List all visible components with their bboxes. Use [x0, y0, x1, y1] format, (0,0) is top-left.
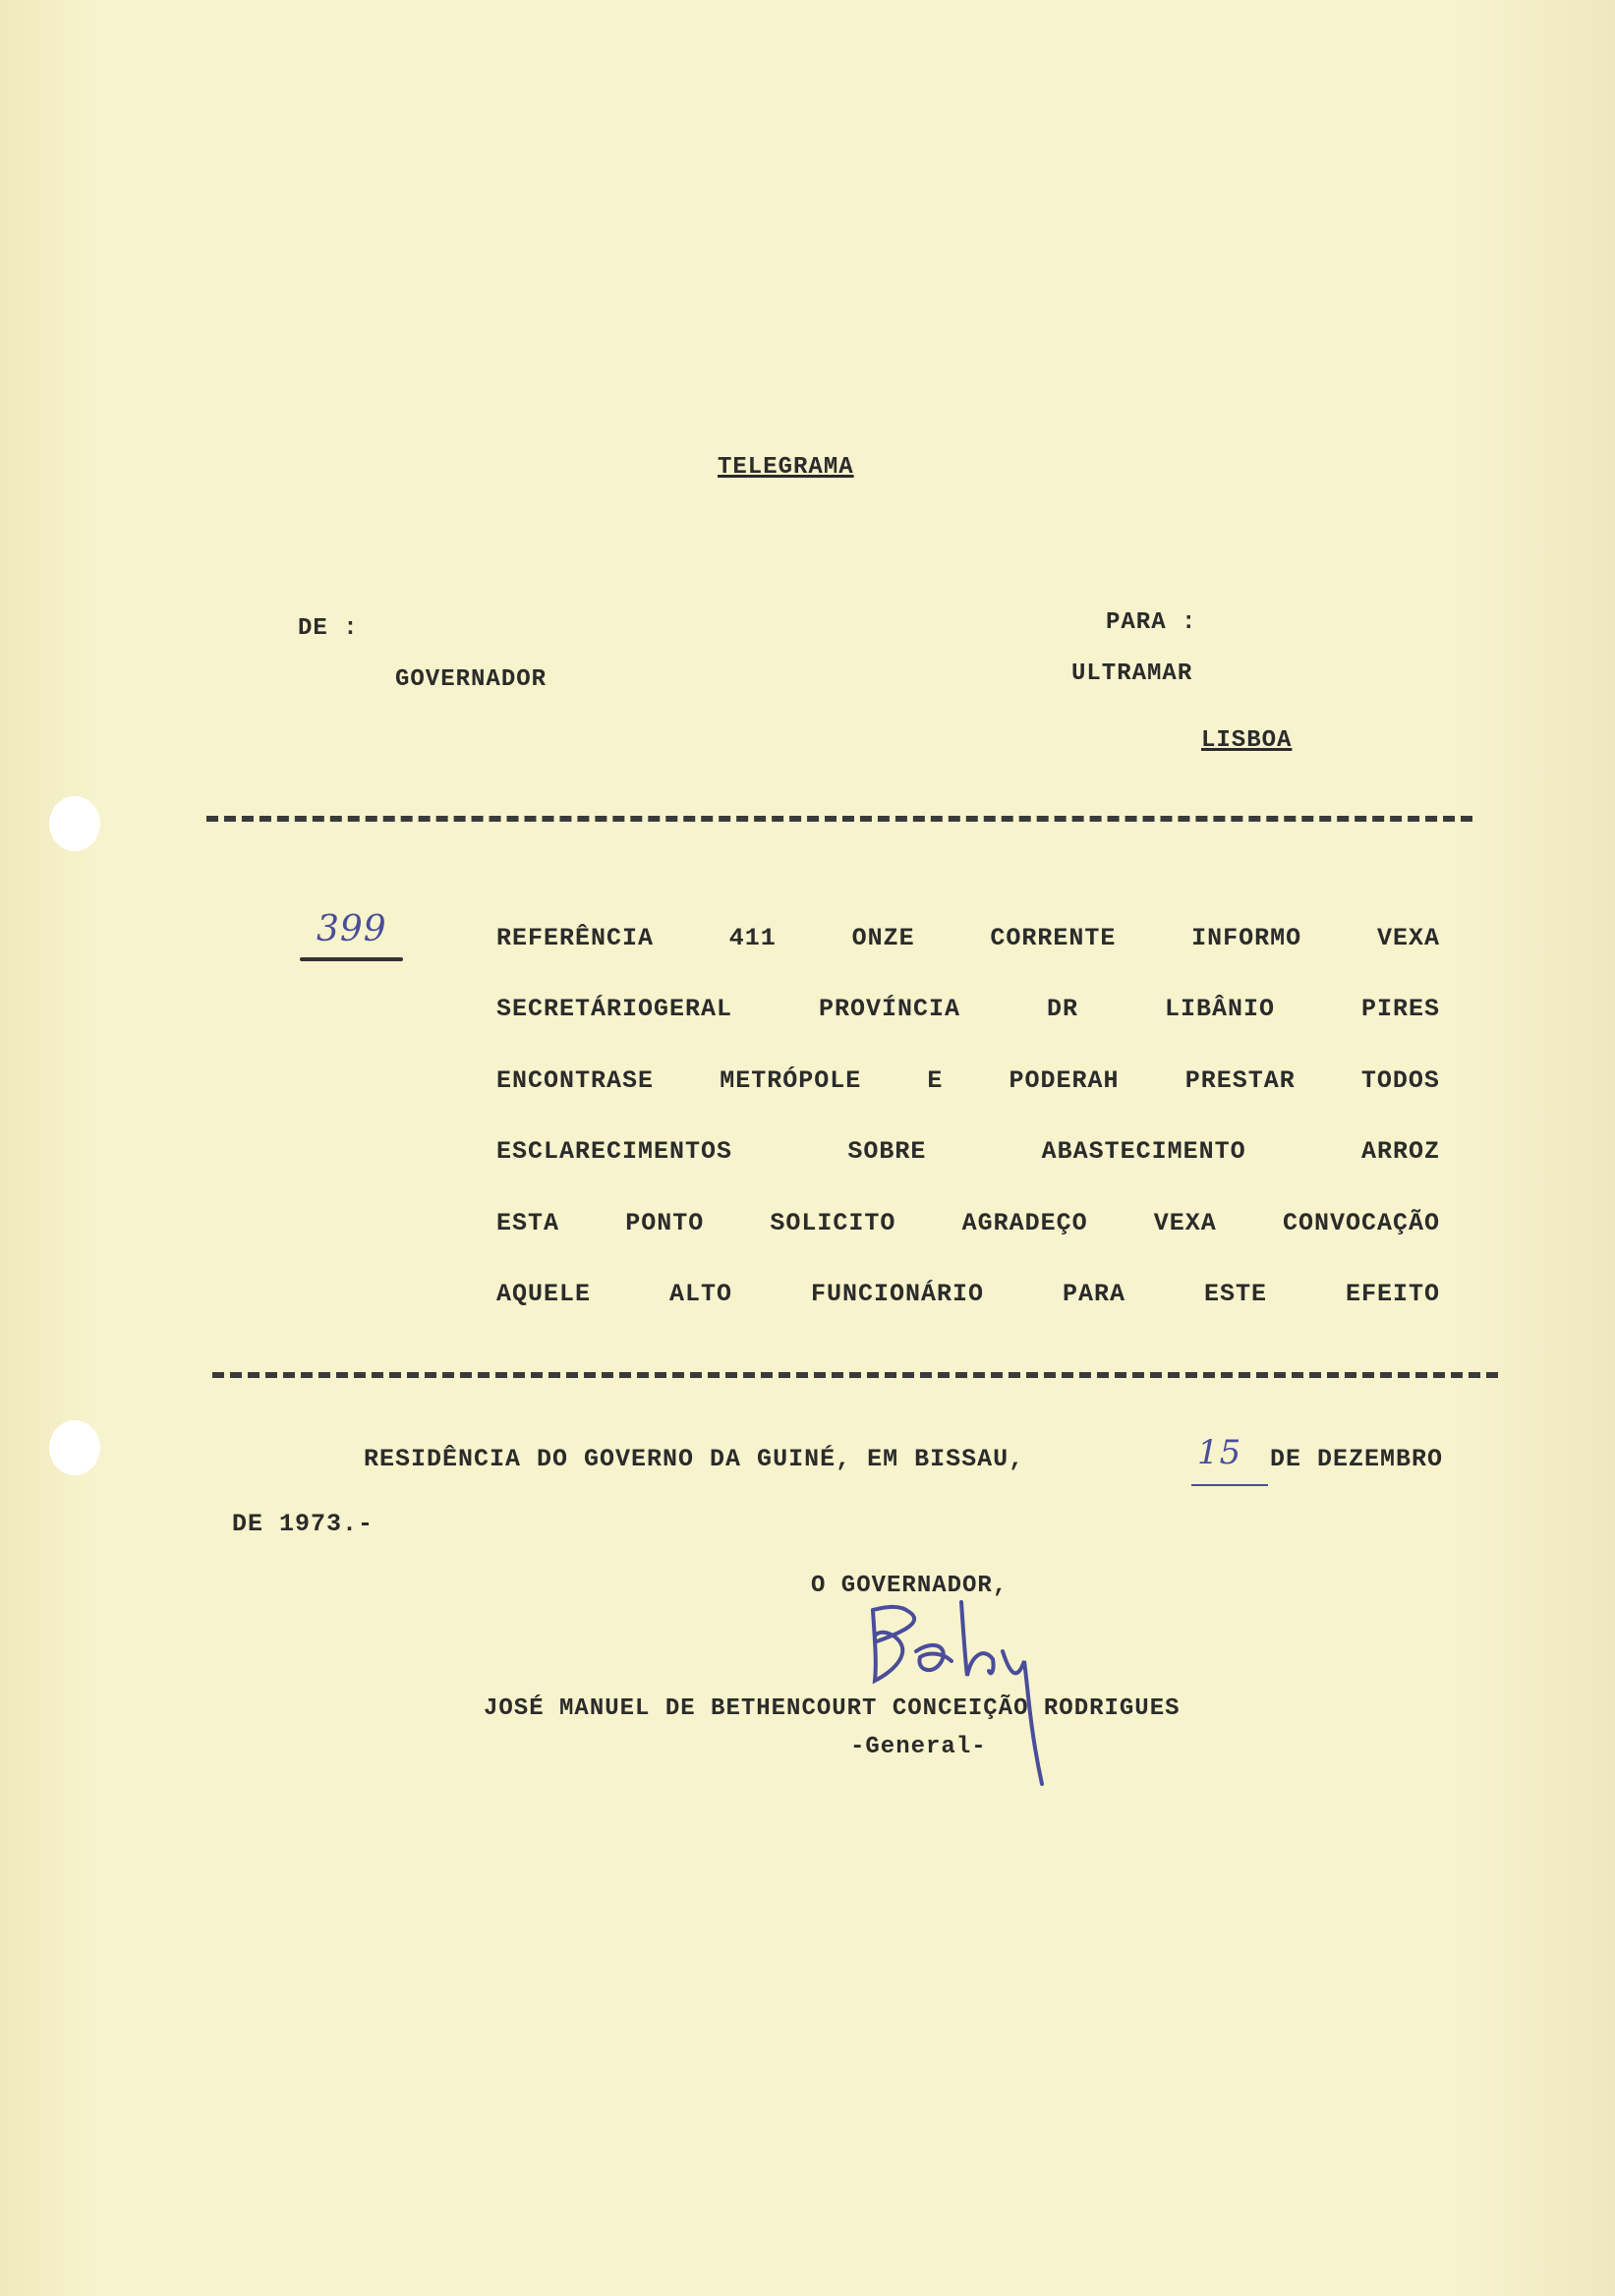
closing-year: DE 1973.- — [232, 1510, 375, 1538]
body-word: SECRETÁRIOGERAL — [496, 995, 733, 1023]
body-word: VEXA — [1153, 1209, 1217, 1237]
body-word: FUNCIONÁRIO — [810, 1280, 984, 1308]
body-word: ABASTECIMENTO — [1041, 1137, 1246, 1166]
body-word: PARA — [1062, 1280, 1125, 1308]
body-word: SOBRE — [847, 1137, 927, 1166]
body-word: 411 — [728, 924, 777, 952]
closing-location: RESIDÊNCIA DO GOVERNO DA GUINÉ, EM BISSAU, — [364, 1445, 1025, 1473]
to-line-1: ULTRAMAR — [1071, 660, 1193, 687]
body-word: PIRES — [1360, 995, 1440, 1023]
body-line — [496, 995, 1440, 1023]
body-line — [496, 1137, 1440, 1166]
body-word: TODOS — [1360, 1066, 1440, 1095]
closing-day: 15 — [1197, 1433, 1242, 1472]
body-word: CORRENTE — [990, 924, 1117, 952]
separator-bottom — [212, 1372, 1498, 1378]
to-line-2: LISBOA — [1201, 727, 1293, 754]
punch-hole-top — [49, 796, 100, 851]
body-word: AQUELE — [496, 1280, 592, 1308]
body-word: ESCLARECIMENTOS — [496, 1137, 733, 1166]
body-word: REFERÊNCIA — [496, 924, 655, 952]
body-line — [496, 1209, 1440, 1237]
body-word: DR — [1046, 995, 1078, 1023]
body-word: ONZE — [851, 924, 915, 952]
body-line — [496, 1066, 1440, 1095]
reference-number: 399 — [317, 909, 387, 949]
punch-hole-bottom — [49, 1420, 100, 1475]
body-word: EFEITO — [1345, 1280, 1440, 1308]
body-word: CONVOCAÇÃO — [1282, 1209, 1440, 1237]
body-word: PROVÍNCIA — [819, 995, 961, 1023]
body-word: LIBÂNIO — [1164, 995, 1275, 1023]
body-word: PODERAH — [1009, 1066, 1120, 1095]
body-word: INFORMO — [1191, 924, 1302, 952]
body-word: ESTE — [1203, 1280, 1267, 1308]
body-word: ESTA — [496, 1209, 560, 1237]
handwritten-signature — [855, 1582, 1081, 1789]
signatory-rank: -General- — [850, 1734, 987, 1760]
body-word: ENCONTRASE — [496, 1066, 655, 1095]
body-word: AGRADEÇO — [961, 1209, 1088, 1237]
body-word: PONTO — [625, 1209, 705, 1237]
body-line — [496, 1280, 1440, 1308]
body-word: SOLICITO — [770, 1209, 896, 1237]
body-word: ALTO — [668, 1280, 732, 1308]
body-word: METRÓPOLE — [720, 1066, 862, 1095]
to-label: PARA : — [1106, 609, 1197, 636]
body-line — [496, 924, 1440, 952]
signatory-name: JOSÉ MANUEL DE BETHENCOURT CONCEIÇÃO RODRIGUES — [484, 1695, 1181, 1722]
body-word: E — [927, 1066, 944, 1095]
reference-underline — [300, 957, 403, 961]
signature-title: O GOVERNADOR, — [811, 1573, 1009, 1599]
document-title: TELEGRAMA — [718, 454, 854, 481]
body-word: VEXA — [1376, 924, 1440, 952]
body-word: PRESTAR — [1184, 1066, 1296, 1095]
from-value: GOVERNADOR — [395, 666, 548, 693]
body-word: ARROZ — [1360, 1137, 1440, 1166]
from-label: DE : — [298, 615, 359, 642]
closing-month: DE DEZEMBRO — [1270, 1445, 1444, 1473]
separator-top — [206, 816, 1472, 822]
day-underline — [1191, 1484, 1268, 1486]
